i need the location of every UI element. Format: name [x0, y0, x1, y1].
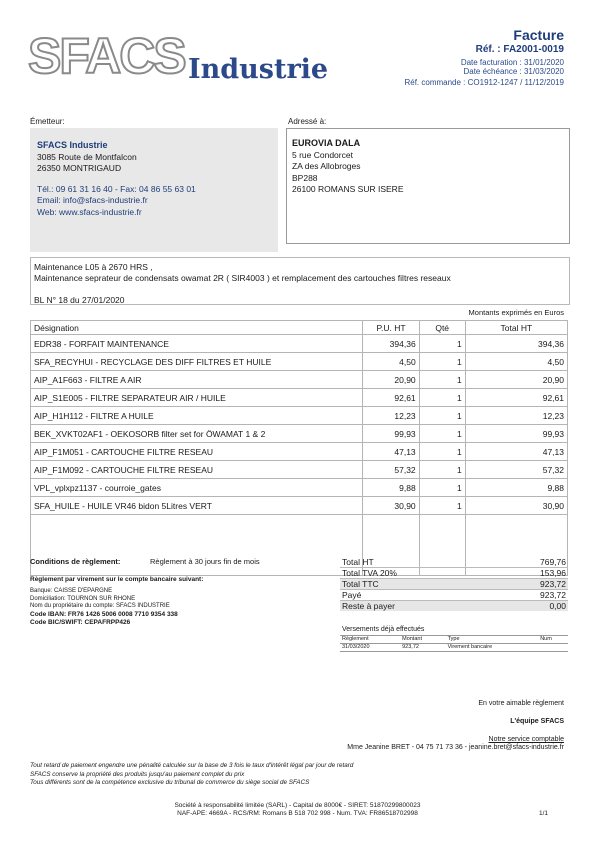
emitter-website: Web: www.sfacs-industrie.fr: [37, 206, 142, 217]
totals-row: [340, 601, 568, 612]
bank-domiciliation: Domiciliation: TOURNON SUR RHONE: [30, 595, 136, 602]
emitter-address-line: 3085 Route de Montfalcon: [37, 151, 137, 162]
bic-swift: Code BIC/SWIFT: CEPAFRPP426: [30, 619, 131, 627]
line-unit-price: 99,93: [363, 425, 419, 443]
payment-date: 31/03/2020: [340, 644, 400, 652]
recipient-address-line: 5 rue Condorcet: [292, 149, 353, 160]
payments-header-row: [340, 636, 568, 644]
line-quantity: 1: [419, 371, 465, 389]
totals-row: [340, 590, 568, 601]
footer-company-info: Société à responsabilité limitée (SARL) - Capital de 8000€ - SIRET: 51870299800023: [174, 802, 421, 809]
totals-value: 769,76: [491, 557, 568, 568]
line-quantity: 1: [419, 353, 465, 371]
invoice-reference: Réf. : FA2001-0019: [475, 44, 564, 55]
recipient-box: [286, 128, 570, 244]
line-unit-price: 4,50: [363, 353, 419, 371]
totals-table: [340, 557, 568, 611]
legal-line: SFACS conserve la propriété des produits jusqu'au paiement complet du prix: [30, 770, 245, 778]
accounting-contact: Mme Jeanine BRET - 04 75 71 73 36 - jeanine.bret@sfacs-industrie.fr: [347, 744, 564, 751]
payment-terms-value: Règlement à 30 jours fin de mois: [150, 557, 260, 566]
payment-number: [538, 644, 568, 652]
table-row: [31, 353, 568, 371]
closing-team: L'équipe SFACS: [510, 718, 564, 725]
bank-name: Banque: CAISSE D'EPARGNE: [30, 588, 113, 594]
recipient-address-line: 26100 ROMANS SUR ISERE: [292, 184, 404, 194]
totals-row: [340, 557, 568, 568]
table-header-row: [31, 321, 568, 335]
payment-terms-label: Conditions de règlement:: [30, 557, 121, 566]
company-logo: [28, 26, 329, 90]
line-total: 57,32: [465, 461, 567, 479]
line-quantity: 1: [419, 479, 465, 497]
line-quantity: 1: [419, 425, 465, 443]
line-designation: VPL_vplxpz1137 - courroie_gates: [31, 479, 363, 497]
line-quantity: 1: [419, 461, 465, 479]
line-total: 12,23: [465, 407, 567, 425]
payments-header: Type: [446, 636, 539, 644]
header-unit-price: P.U. HT: [363, 321, 419, 335]
line-designation: SFA_RECYHUI - RECYCLAGE DES DIFF FILTRES ET HUILE: [31, 353, 363, 371]
payments-label: Versements déjà effectués: [342, 626, 425, 633]
table-row: [31, 389, 568, 407]
due-date: Date échéance : 31/03/2020: [463, 67, 564, 76]
line-unit-price: 57,32: [363, 461, 419, 479]
legal-line: Tout retard de paiement engendre une pénalité calculée sur la base de 3 fois le taux d'intérêt légal par jour de retard: [30, 762, 354, 769]
line-quantity: 1: [419, 407, 465, 425]
account-owner: Nom du propriétaire du compte: SFACS INDUSTRIE: [30, 603, 170, 610]
recipient-address-line: BP288: [292, 172, 318, 183]
description-line: Maintenance seprateur de condensats owamat 2R ( SIR4003 ) et remplacement des cartouches filtres reseaux: [34, 273, 451, 283]
totals-label: Payé: [340, 590, 491, 601]
line-total: 9,88: [465, 479, 567, 497]
line-quantity: 1: [419, 443, 465, 461]
line-total: 47,13: [465, 443, 567, 461]
payments-table: [340, 635, 568, 652]
closing-greeting: En votre aimable règlement: [478, 700, 564, 707]
bank-details: [30, 588, 178, 628]
line-unit-price: 92,61: [363, 389, 419, 407]
invoice-lines-table: [30, 320, 568, 576]
header-designation: Désignation: [31, 321, 363, 335]
description-line: Maintenance L05 à 2670 HRS ,: [34, 262, 153, 272]
totals-value: 923,72: [491, 579, 568, 590]
line-unit-price: 12,23: [363, 407, 419, 425]
legal-line: Tous différents sont de la compétence exclusive du tribunal de commerce du siège social de SFACS: [30, 779, 310, 787]
line-designation: SFA_HUILE - HUILE VR46 bidon 5Litres VERT: [31, 497, 363, 515]
emitter-email: Email: info@sfacs-industrie.fr: [37, 195, 148, 205]
table-row: [31, 425, 568, 443]
payments-header: Montant: [400, 636, 446, 644]
footer-registration-info: NAF-APE: 4669A - RCS/RM: Romans B 518 702 998 - Num. TVA: FR86518702998: [177, 810, 418, 817]
line-total: 394,36: [465, 335, 567, 353]
emitter-phone: Tél.: 09 61 31 16 40 - Fax: 04 86 55 63 01: [37, 183, 196, 194]
recipient-name: EUROVIA DALA: [292, 138, 361, 148]
line-total: 92,61: [465, 389, 567, 407]
totals-value: 923,72: [491, 590, 568, 601]
line-designation: EDR38 - FORFAIT MAINTENANCE: [31, 335, 363, 353]
emitter-box: [30, 128, 278, 252]
currency-note: Montants exprimés en Euros: [468, 308, 564, 317]
header-total: Total HT: [465, 321, 567, 335]
emitter-name: SFACS Industrie: [37, 140, 108, 150]
line-unit-price: 394,36: [363, 335, 419, 353]
totals-value: 0,00: [491, 601, 568, 612]
table-row: [31, 371, 568, 389]
table-row: [31, 461, 568, 479]
emitter-address-line: 26350 MONTRIGAUD: [37, 163, 122, 173]
accounting-service-label: Notre service comptable: [488, 736, 564, 743]
billing-date: Date facturation : 31/01/2020: [460, 58, 564, 67]
line-total: 4,50: [465, 353, 567, 371]
order-reference: Réf. commande : CO1912-1247 / 11/12/2019: [404, 78, 564, 87]
line-designation: AIP_F1M092 - CARTOUCHE FILTRE RESEAU: [31, 461, 363, 479]
payment-type: Virement bancaire: [446, 644, 539, 652]
invoice-description: [30, 257, 570, 305]
line-unit-price: 20,90: [363, 371, 419, 389]
emitter-label: Émetteur:: [30, 117, 65, 126]
line-designation: AIP_F1M051 - CARTOUCHE FILTRE RESEAU: [31, 443, 363, 461]
line-designation: AIP_H1H112 - FILTRE A HUILE: [31, 407, 363, 425]
table-row: [31, 443, 568, 461]
totals-row: [340, 579, 568, 590]
line-unit-price: 30,90: [363, 497, 419, 515]
payments-header: Num: [538, 636, 568, 644]
totals-label: Total TVA 20%: [340, 568, 491, 579]
line-quantity: 1: [419, 497, 465, 515]
recipient-label: Adressé à:: [288, 117, 327, 126]
totals-label: Total TTC: [340, 579, 491, 590]
recipient-address-line: ZA des Allobroges: [292, 161, 361, 171]
totals-label: Total HT: [340, 557, 491, 568]
iban: Code IBAN: FR76 1426 5006 0008 7710 9354 338: [30, 610, 178, 618]
totals-row: [340, 568, 568, 579]
header-quantity: Qté: [419, 321, 465, 335]
line-designation: AIP_S1E005 - FILTRE SEPARATEUR AIR / HUILE: [31, 389, 363, 407]
payment-amount: 923,72: [400, 644, 446, 652]
line-unit-price: 47,13: [363, 443, 419, 461]
line-quantity: 1: [419, 389, 465, 407]
line-total: 99,93: [465, 425, 567, 443]
line-total: 30,90: [465, 497, 567, 515]
line-designation: BEK_XVKT02AF1 - OEKOSORB filter set for ÖWAMAT 1 & 2: [31, 425, 363, 443]
invoice-title: Facture: [513, 27, 564, 43]
payments-row: [340, 644, 568, 652]
delivery-note: BL N° 18 du 27/01/2020: [34, 295, 125, 305]
totals-label: Reste à payer: [340, 601, 491, 612]
logo-brand-text: SFACS: [28, 28, 185, 84]
table-row: [31, 407, 568, 425]
payments-header: Règlement: [340, 636, 400, 644]
totals-value: 153,96: [491, 568, 568, 579]
legal-notice: [30, 762, 353, 788]
line-quantity: 1: [419, 335, 465, 353]
bank-transfer-label: Règlement par virement sur le compte bancaire suivant:: [30, 576, 204, 583]
table-row: [31, 497, 568, 515]
table-row: [31, 335, 568, 353]
line-total: 20,90: [465, 371, 567, 389]
page-number: 1/1: [538, 810, 548, 817]
line-designation: AIP_A1F663 - FILTRE A AIR: [31, 371, 363, 389]
line-unit-price: 9,88: [363, 479, 419, 497]
logo-suffix-text: Industrie: [188, 54, 329, 85]
table-row: [31, 479, 568, 497]
